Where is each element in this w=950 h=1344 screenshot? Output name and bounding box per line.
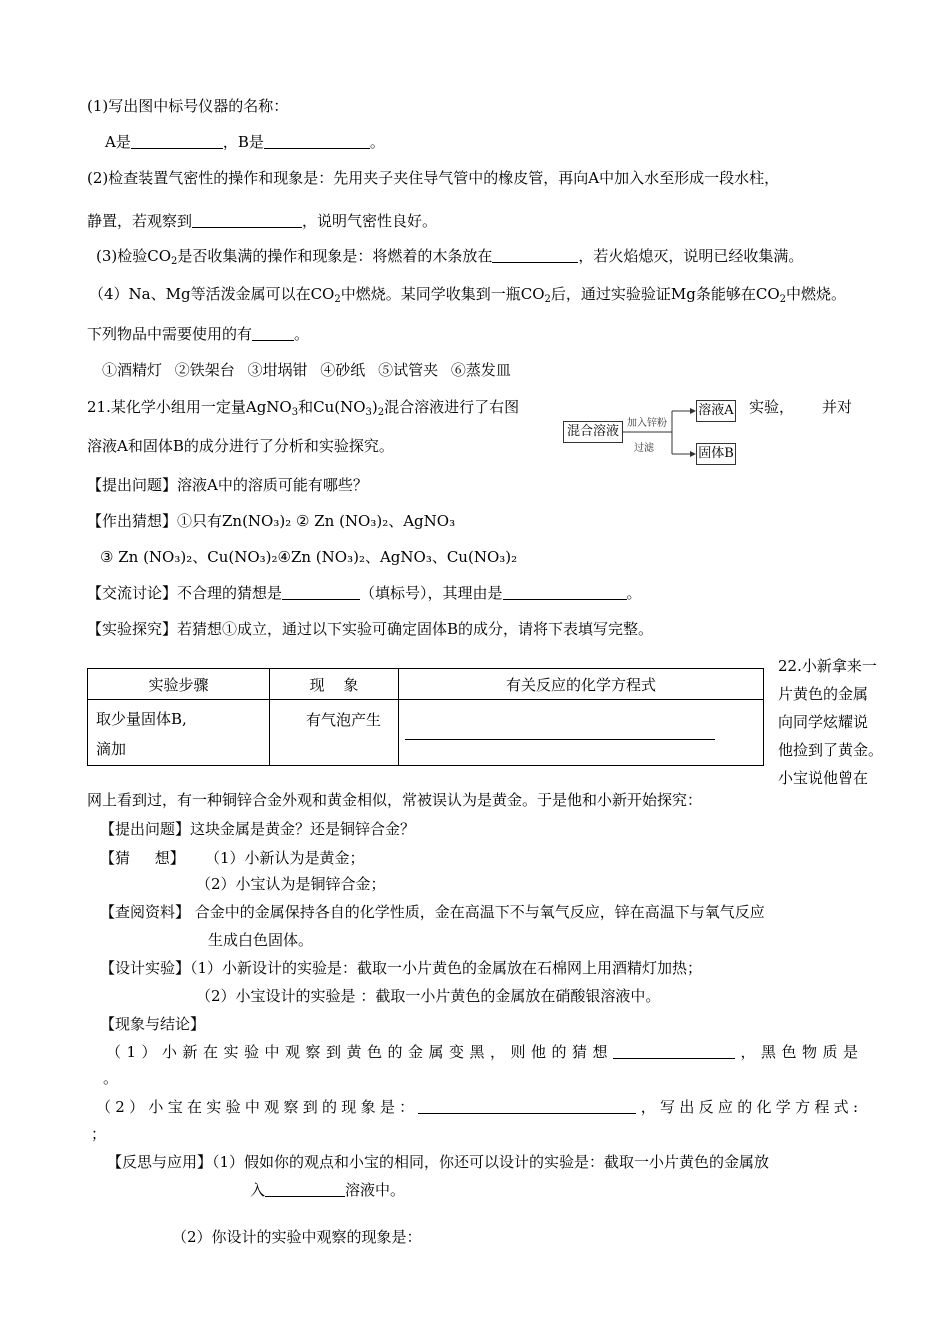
- table-cell-phenomenon: 有气泡产生: [270, 700, 399, 766]
- answer-blank-unreasonable-guess[interactable]: [282, 585, 360, 600]
- table-header-phenomenon: 现 象: [270, 669, 399, 700]
- q22-reference-line2: 生成白色固体。: [208, 931, 314, 949]
- diagram-box-solution-a: 溶液A: [696, 400, 736, 422]
- q21-experiment-table: [87, 668, 764, 766]
- q22-conclusion-1-end: 。: [103, 1069, 119, 1087]
- table-cell-equation[interactable]: [399, 700, 764, 766]
- table-header-step: 实验步骤: [88, 669, 270, 700]
- q21-intro-line1: 21.某化学小组用一定量AgNO$_3$和$Cu(NO_3)_2$混合溶液进行了右图: [87, 398, 520, 418]
- q20-item-list: ①酒精灯 ②铁架台 ③坩埚钳 ④砂纸 ⑤试管夹 ⑥蒸发皿: [102, 361, 511, 379]
- q22-question: 【提出问题】这块金属是黄金？还是铜锌合金？: [100, 820, 416, 838]
- q22-conclusion-1: （1）小新在实验中观察到黄色的金属变黑，则他的猜想 ，黑色物质是: [106, 1043, 858, 1061]
- q21-guess-line2: ③ Zn (NO₃)₂、Cu(NO₃)₂④Zn (NO₃)₂、AgNO₃、Cu(NO₃)₂: [100, 548, 518, 566]
- q22-guess-2: （2）小宝认为是铜锌合金；: [196, 875, 386, 893]
- q22-guess-tag: 【猜 想】: [100, 849, 185, 867]
- answer-blank-co2-check[interactable]: [492, 248, 578, 263]
- q20-part1-answer-line: A是 ，B是 。: [105, 133, 385, 151]
- q21-discussion: 【交流讨论】不合理的猜想是 （填标号），其理由是 。: [87, 584, 642, 602]
- answer-blank-observed-phenomenon[interactable]: [418, 1099, 636, 1114]
- answer-blank-airtight[interactable]: [192, 213, 302, 228]
- q21-intro-right-2: 并对: [822, 398, 853, 416]
- q20-part3-line: (3)检验$CO_2$是否收集满的操作和现象是：将燃着的木条放在 ，若火焰熄灭，说明已经收集满。: [96, 247, 804, 267]
- q22-conclusion-2-end: ；: [91, 1125, 107, 1143]
- q21-intro-line2: 溶液A和固体B的成分进行了分析和实验探究。: [87, 437, 394, 455]
- q22-reference-line1: 【查阅资料】 合金中的金属保持各自的化学性质，金在高温下不与氧气反应，锌在高温下与氧气反应: [100, 903, 765, 921]
- q20-part2-line1: (2)检查装置气密性的操作和现象是：先用夹子夹住导气管中的橡皮管，再向A中加入水至形成一段水柱，: [87, 169, 780, 187]
- q22-reflection-1b: 入 溶液中。: [250, 1181, 406, 1199]
- answer-blank-a[interactable]: [131, 134, 223, 149]
- answer-blank-reason[interactable]: [503, 585, 627, 600]
- answer-blank-guess-result[interactable]: [613, 1044, 735, 1059]
- q22-side-text: 22.小新拿来一 片黄色的金属 向同学炫耀说 他捡到了黄金。 小宝说他曾在: [778, 657, 884, 787]
- q22-conclusion-heading: 【现象与结论】: [100, 1015, 206, 1033]
- q22-guess-1: （1）小新认为是黄金；: [205, 849, 365, 867]
- q20-part4-line1: （4）Na、Mg等活泼金属可以在$CO_2$中燃烧。某同学收集到一瓶$CO_2$后，通过实验验证Mg条能够在$CO_2$中燃烧。: [89, 285, 847, 305]
- answer-blank-b[interactable]: [264, 134, 370, 149]
- diagram-label-add-zinc: 加入锌粉: [627, 418, 667, 429]
- q22-reflection-1: 【反思与应用】（1）假如你的观点和小宝的相同，你还可以设计的实验是：截取一小片黄色的金属放: [107, 1153, 770, 1171]
- q21-guess-line1: 【作出猜想】①只有Zn(NO₃)₂ ② Zn (NO₃)₂、AgNO₃: [87, 512, 456, 530]
- equation-answer-line: [405, 739, 715, 740]
- q22-reflection-2: （2）你设计的实验中观察的现象是：: [172, 1228, 422, 1246]
- table-cell-step: 取少量固体B, 滴加: [88, 700, 270, 766]
- answer-blank-items[interactable]: [252, 326, 294, 341]
- answer-blank-solution[interactable]: [265, 1182, 345, 1197]
- q22-conclusion-2: （2）小宝在实验中观察到的现象是： ，写出反应的化学方程式:: [96, 1098, 858, 1116]
- q22-design-2: （2）小宝设计的实验是 ：截取一小片黄色的金属放在硝酸银溶液中。: [196, 987, 661, 1005]
- table-row: [88, 700, 764, 766]
- q21-question: 【提出问题】溶液A中的溶质可能有哪些？: [87, 476, 368, 494]
- q20-part4-line2: 下列物品中需要使用的有 。: [87, 325, 310, 343]
- diagram-box-solid-b: 固体B: [696, 443, 736, 465]
- diagram-label-filter: 过滤: [634, 443, 654, 454]
- q22-intro-line: 网上看到过，有一种铜锌合金外观和黄金相似，常被误认为是黄金。于是他和小新开始探究：: [87, 791, 703, 809]
- q21-explore-instruction: 【实验探究】若猜想①成立，通过以下实验可确定固体B的成分，请将下表填写完整。: [87, 620, 654, 638]
- q22-design-1: 【设计实验】（1）小新设计的实验是：截取一小片黄色的金属放在石棉网上用酒精灯加热；: [100, 959, 703, 977]
- table-header-row: [88, 669, 764, 700]
- q21-intro-right-1: 实验，: [749, 398, 795, 416]
- diagram-box-mixed-solution: 混合溶液: [563, 421, 623, 443]
- q20-part2-line2: 静置，若观察到 ，说明气密性良好。: [87, 212, 438, 230]
- table-header-equation: 有关反应的化学方程式: [399, 669, 764, 700]
- q20-part1-heading: (1)写出图中标号仪器的名称：: [87, 97, 289, 115]
